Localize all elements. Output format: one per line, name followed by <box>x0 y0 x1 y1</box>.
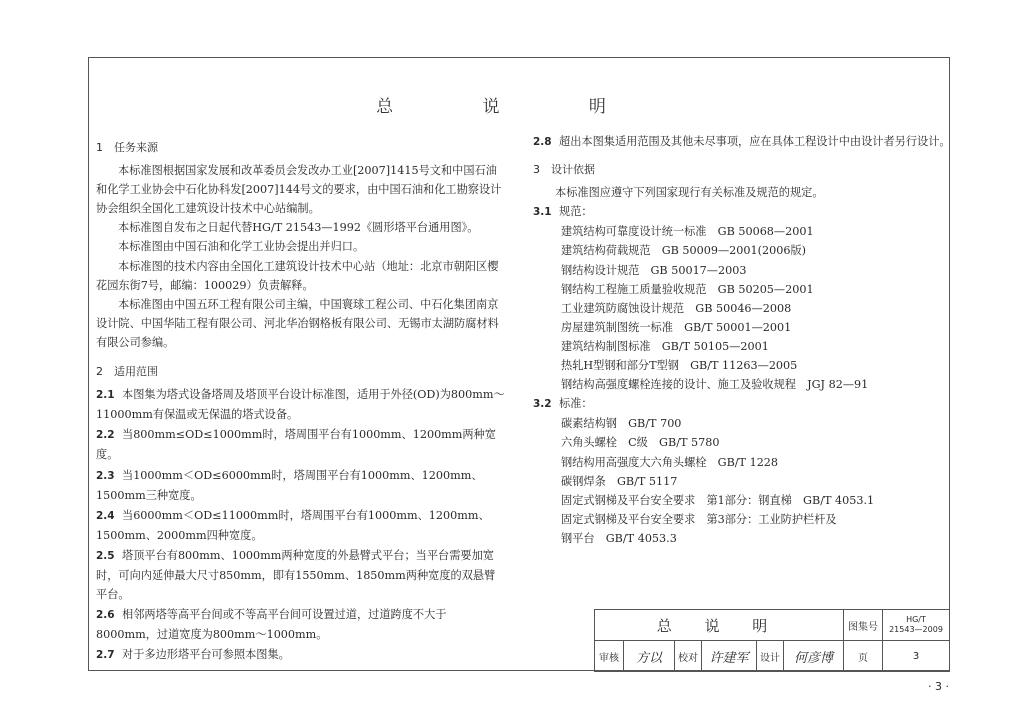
item-number: 2.8 <box>533 136 552 148</box>
section-3-heading: 3 设计依据 <box>533 163 595 177</box>
paragraph: 本标准图的技术内容由全国化工建筑设计技术中心站（地址：北京市朝阳区樱花园东街7号，邮编：100029）负责解释。 <box>96 259 499 292</box>
item-text: 相邻两塔等高平台间或不等高平台间可设置过道，过道跨度不大于8000mm，过道宽度为800mm～1000mm。 <box>96 608 447 642</box>
list-item: 钢结构用高强度大六角头螺栓 GB/T 1228 <box>561 455 779 469</box>
item-text: 当800mm≤OD≤1000mm时，塔周围平台有1000mm、1200mm两种宽度。 <box>96 428 496 462</box>
list-item: 碳钢焊条 GB/T 5117 <box>561 474 678 488</box>
subsection-label: 标准： <box>559 397 593 411</box>
item-text: 超出本图集适用范围及其他未尽事项，应在具体工程设计中由设计者另行设计。 <box>559 135 951 148</box>
left-column <box>96 132 506 666</box>
item-number: 2.6 <box>96 609 115 622</box>
check-signature: 许建军 <box>702 641 757 672</box>
scope-item <box>96 546 506 604</box>
item-2-8 <box>533 132 951 152</box>
page-label: 页 <box>844 641 883 672</box>
subsection-3-1 <box>533 202 951 222</box>
atlas-number-line-2: 21543—2009 <box>889 625 943 634</box>
list-item: 固定式钢梯及平台安全要求 第3部分：工业防护栏杆及 <box>561 512 837 526</box>
paragraph: 本标准图应遵守下列国家现行有关标准及规范的规定。 <box>555 186 824 200</box>
item-text: 本图集为塔式设备塔周及塔顶平台设计标准图，适用于外径(OD)为800mm～11000mm有保温或无保温的塔式设备。 <box>96 388 505 422</box>
list-item: 钢结构工程施工质量验收规范 GB 50205—2001 <box>561 282 814 296</box>
list-item: 建筑结构荷载规范 GB 50009—2001(2006版) <box>561 244 807 258</box>
item-number: 2.1 <box>96 389 115 402</box>
atlas-label: 图集号 <box>844 610 883 641</box>
list-item: 碳素结构钢 GB/T 700 <box>561 417 682 431</box>
list-item: 钢结构设计规范 GB 50017—2003 <box>561 263 747 277</box>
section-1-heading: 1 任务来源 <box>96 141 158 154</box>
item-number: 3.1 <box>533 206 552 219</box>
scope-item <box>96 425 506 464</box>
item-text: 对于多边形塔平台可参照本图集。 <box>122 648 290 662</box>
section-2-heading: 2 适用范围 <box>96 365 158 379</box>
item-number: 2.4 <box>96 509 115 522</box>
item-number: 3.2 <box>533 398 552 411</box>
scope-item <box>96 506 506 545</box>
review-signature: 方以 <box>624 641 675 672</box>
item-text: 当6000mm＜OD≤11000mm时，塔周围平台有1000mm、1200mm、1500mm、2000mm四种宽度。 <box>96 508 490 542</box>
paragraph: 本标准图自发布之日起代替HG/T 21543—1992《圆形塔平台通用图》。 <box>118 221 479 235</box>
page-value: 3 <box>883 641 950 672</box>
check-label: 校对 <box>675 641 702 672</box>
design-signature: 何彦博 <box>784 641 844 672</box>
scope-items <box>96 385 506 665</box>
item-number: 2.7 <box>96 649 115 662</box>
right-column <box>533 132 951 548</box>
item-text: 塔顶平台有800mm、1000mm两种宽度的外悬臂式平台；当平台需要加宽时，可向内延伸最大尺寸850mm，即有1550mm、1850mm两种宽度的双悬臂平台。 <box>96 548 496 602</box>
title-block-title: 总 说 明 <box>595 610 844 641</box>
scope-item <box>96 385 506 424</box>
subsection-label: 规范： <box>559 205 593 219</box>
list-item: 热轧H型钢和部分T型钢 GB/T 11263—2005 <box>561 359 798 373</box>
list-item: 建筑结构制图标准 GB/T 50105—2001 <box>561 339 769 353</box>
list-item: 工业建筑防腐蚀设计规范 GB 50046—2008 <box>561 301 792 315</box>
item-number: 2.5 <box>96 549 115 562</box>
review-label: 审核 <box>595 641 624 672</box>
scope-item <box>96 645 506 665</box>
list-item: 钢结构高强度螺栓连接的设计、施工及验收规程 JGJ 82—91 <box>561 378 869 392</box>
scope-item <box>96 605 506 644</box>
title-block <box>594 609 950 672</box>
paragraph: 本标准图由中国石油和化学工业协会提出并归口。 <box>118 240 365 254</box>
item-text: 当1000mm＜OD≤6000mm时，塔周围平台有1000mm、1200mm、1500mm三种宽度。 <box>96 468 483 502</box>
page-number: · 3 · <box>928 680 949 693</box>
standards-list <box>533 414 951 548</box>
item-number: 2.3 <box>96 469 115 482</box>
paragraph: 本标准图由中国五环工程有限公司主编，中国寰球工程公司、中石化集团南京设计院、中国华陆工程有限公司、河北华冶钢格板有限公司、无锡市太湖防腐材料有限公司参编。 <box>96 297 499 349</box>
list-item: 房屋建筑制图统一标准 GB/T 50001—2001 <box>561 320 792 334</box>
list-item: 六角头螺栓 C级 GB/T 5780 <box>561 436 720 450</box>
page-title: 总 说 明 <box>376 97 648 117</box>
item-number: 2.2 <box>96 429 115 442</box>
codes-list <box>533 222 951 394</box>
list-item: 建筑结构可靠度设计统一标准 GB 50068—2001 <box>561 225 814 239</box>
subsection-3-2 <box>533 394 951 414</box>
scope-item <box>96 466 506 505</box>
atlas-number <box>883 610 950 641</box>
design-label: 设计 <box>757 641 784 672</box>
list-item: 钢平台 GB/T 4053.3 <box>561 531 677 545</box>
atlas-number-line-1: HG/T <box>906 615 926 624</box>
list-item: 固定式钢梯及平台安全要求 第1部分：钢直梯 GB/T 4053.1 <box>561 493 875 507</box>
paragraph: 本标准图根据国家发展和改革委员会发改办工业[2007]1415号文和中国石油和化学工业协会中石化协科发[2007]144号文的要求，由中国石油和化工勘察设计协会组织全国化工建筑设计技术中心站编制。 <box>96 164 502 216</box>
